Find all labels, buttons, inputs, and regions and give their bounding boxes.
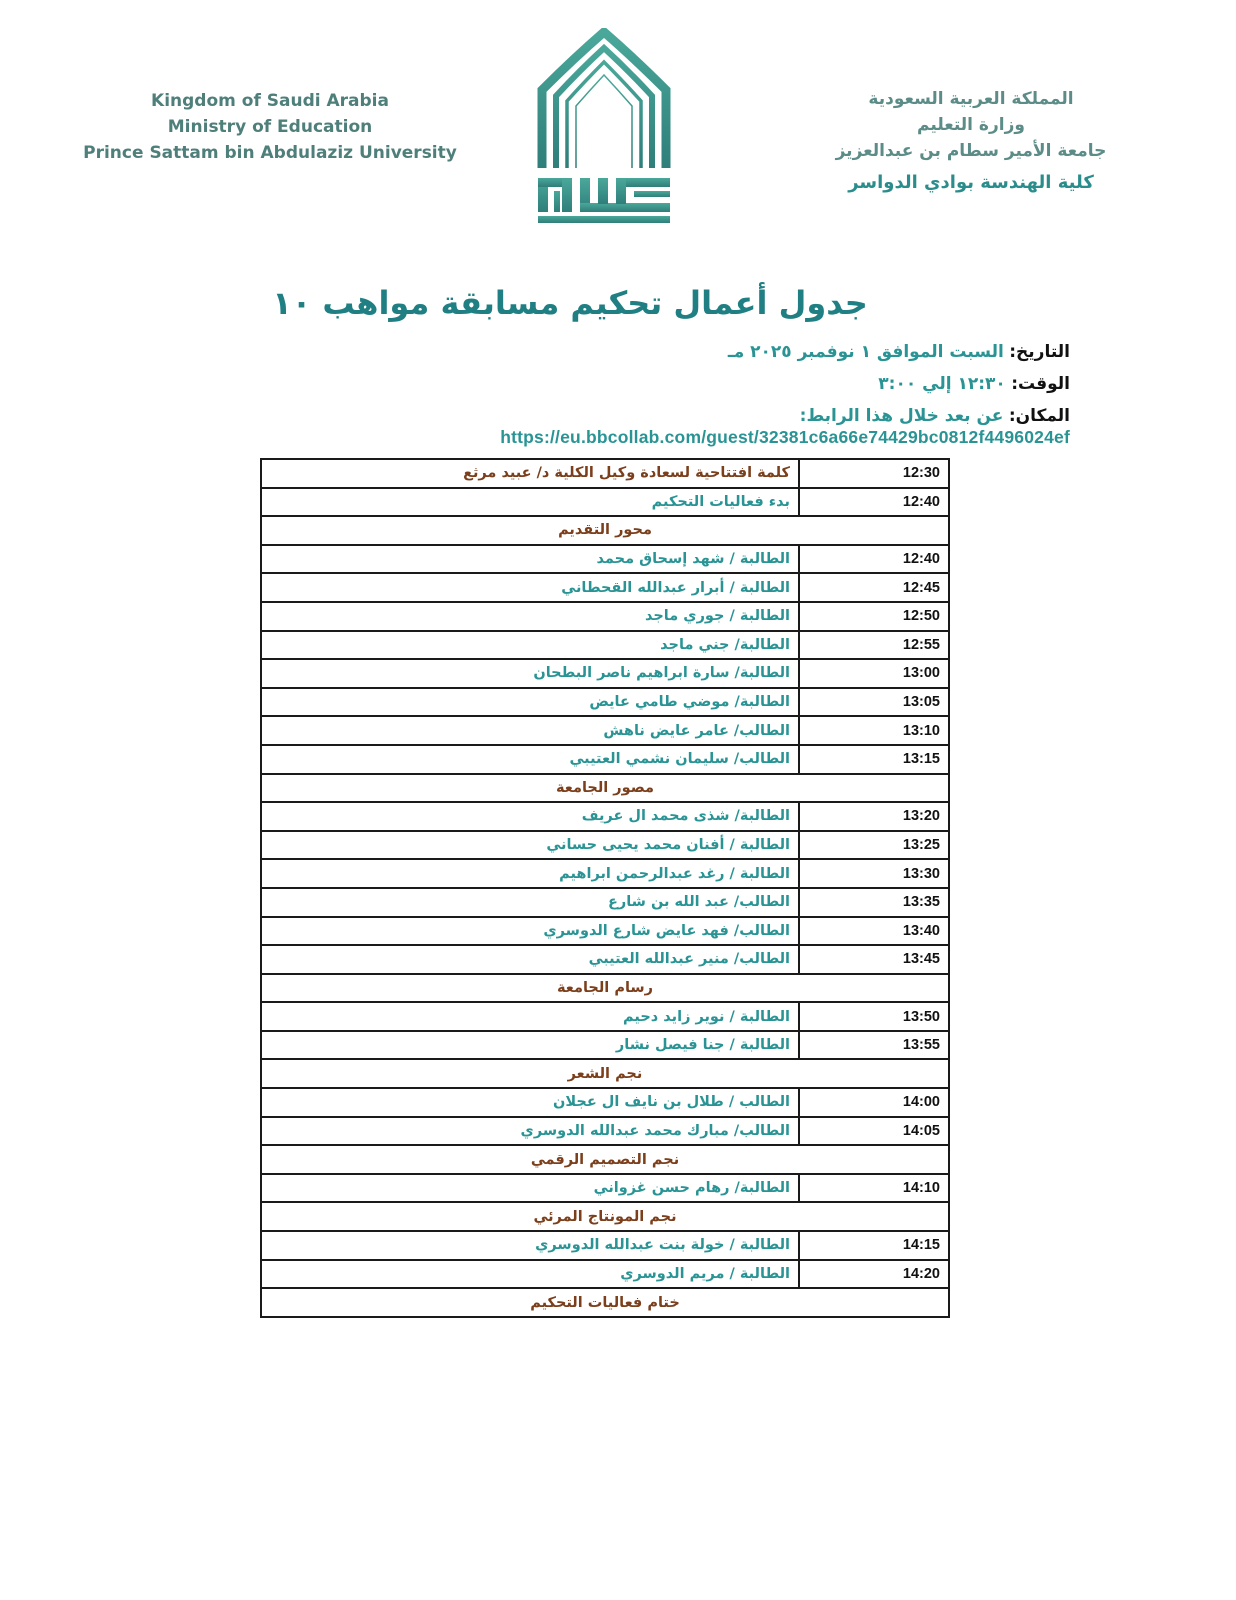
section-title: رسام الجامعة [261, 974, 949, 1003]
place-label: المكان: [1008, 406, 1070, 426]
header-line-kingdom: Kingdom of Saudi Arabia [151, 91, 389, 111]
table-row [261, 631, 949, 660]
section-row [261, 516, 949, 545]
table-row [261, 1174, 949, 1203]
header-line-ministry-ar: وزارة التعليم [917, 115, 1025, 135]
time-line [310, 368, 1070, 400]
participant-name: بدء فعاليات التحكيم [261, 488, 799, 517]
time-slot: 13:05 [799, 688, 949, 717]
time-slot: 13:00 [799, 659, 949, 688]
section-row [261, 1202, 949, 1231]
time-slot: 12:30 [799, 459, 949, 488]
table-row [261, 1117, 949, 1146]
participant-name: الطالب/ عبد الله بن شارع [261, 888, 799, 917]
table-row [261, 1031, 949, 1060]
table-row [261, 1002, 949, 1031]
participant-name: الطالبة/ سارة ابراهيم ناصر البطحان [261, 659, 799, 688]
section-title: مصور الجامعة [261, 774, 949, 803]
participant-name: الطالبة / رغد عبدالرحمن ابراهيم [261, 859, 799, 888]
participant-name: الطالبة / مريم الدوسري [261, 1260, 799, 1289]
table-row [261, 1231, 949, 1260]
participant-name: الطالبة/ جني ماجد [261, 631, 799, 660]
date-label: التاريخ: [1009, 342, 1070, 362]
section-title: ختام فعاليات التحكيم [261, 1288, 949, 1317]
university-arch-logo-icon [534, 28, 674, 224]
participant-name: الطالبة/ رهام حسن غزواني [261, 1174, 799, 1203]
table-row [261, 945, 949, 974]
header-line-university-ar: جامعة الأمير سطام بن عبدالعزيز [835, 141, 1107, 161]
time-slot: 12:45 [799, 573, 949, 602]
participant-name: الطالب / طلال بن نايف ال عجلان [261, 1088, 799, 1117]
participant-name: الطالبة/ موضي طامي عايض [261, 688, 799, 717]
table-row [261, 716, 949, 745]
time-slot: 13:10 [799, 716, 949, 745]
time-slot: 13:55 [799, 1031, 949, 1060]
time-slot: 13:50 [799, 1002, 949, 1031]
table-row [261, 545, 949, 574]
time-slot: 13:35 [799, 888, 949, 917]
table-row [261, 831, 949, 860]
schedule-table [260, 458, 950, 1318]
header-line-kingdom-ar: المملكة العربية السعودية [868, 89, 1074, 109]
time-slot: 13:15 [799, 745, 949, 774]
section-row [261, 774, 949, 803]
participant-name: الطالب/ منير عبدالله العتيبي [261, 945, 799, 974]
participant-name: كلمة افتتاحية لسعادة وكيل الكلية د/ عبيد مرثع [261, 459, 799, 488]
time-slot: 12:40 [799, 545, 949, 574]
time-slot: 13:30 [799, 859, 949, 888]
section-row [261, 974, 949, 1003]
section-title: نجم التصميم الرقمي [261, 1145, 949, 1174]
time-slot: 13:45 [799, 945, 949, 974]
table-row [261, 745, 949, 774]
time-slot: 13:20 [799, 802, 949, 831]
english-header [80, 88, 460, 166]
section-title: نجم المونتاج المرئي [261, 1202, 949, 1231]
section-title: نجم الشعر [261, 1059, 949, 1088]
table-row [261, 602, 949, 631]
participant-name: الطالب/ فهد عايض شارع الدوسري [261, 917, 799, 946]
participant-name: الطالبة / شهد إسحاق محمد [261, 545, 799, 574]
table-row [261, 802, 949, 831]
section-row [261, 1059, 949, 1088]
table-row [261, 1260, 949, 1289]
page-title: جدول أعمال تحكيم مسابقة مواهب ١٠ [272, 284, 868, 322]
table-row [261, 573, 949, 602]
table-row [261, 917, 949, 946]
table-row [261, 688, 949, 717]
table-row [261, 1088, 949, 1117]
arabic-header [806, 86, 1136, 196]
section-row [261, 1288, 949, 1317]
event-info [310, 336, 1070, 432]
table-row [261, 859, 949, 888]
participant-name: الطالب/ سليمان نشمي العتيبي [261, 745, 799, 774]
time-slot: 14:00 [799, 1088, 949, 1117]
table-row [261, 459, 949, 488]
header-line-university: Prince Sattam bin Abdulaziz University [83, 143, 457, 163]
participant-name: الطالب/ مبارك محمد عبدالله الدوسري [261, 1117, 799, 1146]
time-slot: 14:10 [799, 1174, 949, 1203]
participant-name: الطالب/ عامر عايض ناهش [261, 716, 799, 745]
time-slot: 13:40 [799, 917, 949, 946]
time-slot: 12:55 [799, 631, 949, 660]
time-slot: 14:20 [799, 1260, 949, 1289]
time-slot: 12:50 [799, 602, 949, 631]
time-slot: 12:40 [799, 488, 949, 517]
college-name: كلية الهندسة بوادي الدواسر [848, 172, 1094, 193]
time-slot: 14:05 [799, 1117, 949, 1146]
table-row [261, 659, 949, 688]
header-line-ministry: Ministry of Education [167, 117, 373, 137]
participant-name: الطالبة / جوري ماجد [261, 602, 799, 631]
place-value: عن بعد خلال هذا الرابط: [799, 406, 1004, 426]
date-value: السبت الموافق ١ نوفمبر ٢٠٢٥ مـ [727, 342, 1004, 362]
time-label: الوقت: [1011, 374, 1070, 394]
section-title: محور التقديم [261, 516, 949, 545]
time-slot: 13:25 [799, 831, 949, 860]
participant-name: الطالبة/ شذى محمد ال عريف [261, 802, 799, 831]
section-row [261, 1145, 949, 1174]
time-slot: 14:15 [799, 1231, 949, 1260]
participant-name: الطالبة / أفنان محمد يحيى حساني [261, 831, 799, 860]
table-row [261, 888, 949, 917]
participant-name: الطالبة / جنا فيصل نشار [261, 1031, 799, 1060]
date-line [310, 336, 1070, 368]
meeting-link[interactable]: https://eu.bbcollab.com/guest/32381c6a66e74429bc0812f4496024ef [500, 427, 1070, 447]
table-row [261, 488, 949, 517]
participant-name: الطالبة / أبرار عبدالله القحطاني [261, 573, 799, 602]
participant-name: الطالبة / خولة بنت عبدالله الدوسري [261, 1231, 799, 1260]
time-value: ١٢:٣٠ إلي ٣:٠٠ [878, 374, 1006, 394]
participant-name: الطالبة / نوير زايد دحيم [261, 1002, 799, 1031]
